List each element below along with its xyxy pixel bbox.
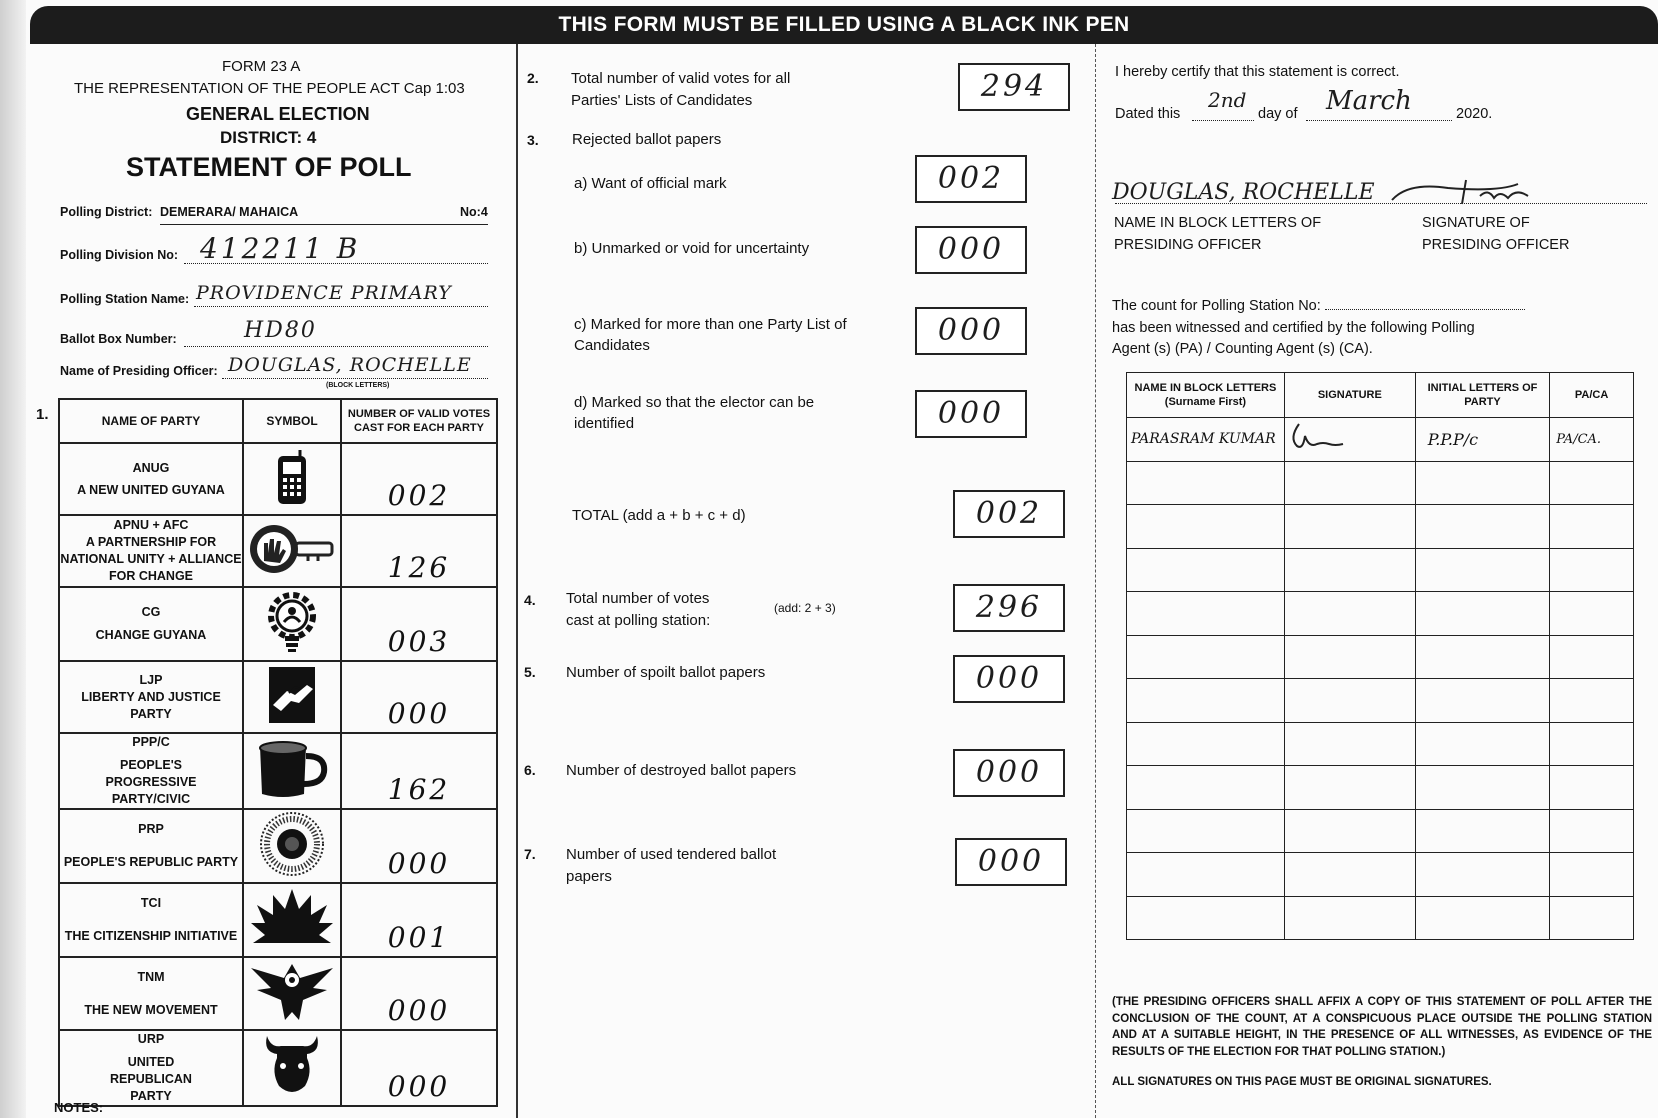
rejected-total-label: TOTAL (add a + b + c + d)	[572, 507, 746, 524]
caption-line: SIGNATURE OF	[1422, 215, 1530, 231]
label-line: identified	[574, 415, 635, 432]
section-number-5: 5.	[524, 664, 536, 680]
votes-value: 000	[341, 1030, 497, 1106]
count-line-3: Agent (s) (PA) / Counting Agent (s) (CA).	[1112, 341, 1373, 357]
party-full-name: THE CITIZENSHIP INITIATIVE	[64, 929, 238, 943]
cup-icon	[243, 733, 341, 809]
want-of-mark-label: a) Want of official mark	[574, 175, 727, 192]
table-row	[1127, 853, 1634, 897]
tendered-ballots-value: 000	[977, 844, 1045, 879]
signature-caption	[1422, 212, 1569, 256]
party-name-cell	[59, 809, 243, 883]
multiple-marks-box	[915, 307, 1027, 355]
want-of-mark-box	[915, 155, 1027, 203]
empty-cell	[1550, 635, 1634, 679]
party-name-cell	[59, 883, 243, 957]
empty-cell	[1284, 548, 1415, 592]
tendered-ballots-label	[566, 844, 776, 888]
empty-cell	[1284, 896, 1415, 940]
tendered-ballots-box	[955, 838, 1067, 886]
label-line: d) Marked so that the elector can be	[574, 394, 815, 411]
empty-cell	[1415, 635, 1550, 679]
empty-cell	[1127, 461, 1285, 505]
empty-cell	[1127, 679, 1285, 723]
empty-cell	[1550, 592, 1634, 636]
empty-cell	[1284, 592, 1415, 636]
polling-district-label: Polling District:	[60, 205, 153, 219]
caption-line: PRESIDING OFFICER	[1422, 237, 1570, 253]
section-number-4: 4.	[524, 592, 536, 608]
sun-icon	[243, 809, 341, 883]
polling-division-value: 412211 B	[200, 232, 361, 265]
empty-cell	[1127, 766, 1285, 810]
empty-cell	[1127, 809, 1285, 853]
table-row	[59, 733, 497, 809]
destroyed-ballots-label: Number of destroyed ballot papers	[566, 762, 797, 779]
party-full-name: UNITED REPUBLICAN PARTY	[110, 1055, 192, 1103]
empty-cell	[1127, 548, 1285, 592]
day-of-label: day of	[1258, 106, 1298, 122]
votes-value: 126	[341, 515, 497, 587]
rejected-ballots-label: Rejected ballot papers	[572, 131, 722, 148]
empty-cell	[1284, 635, 1415, 679]
destroyed-ballots-value: 000	[975, 755, 1043, 790]
votes-cast-formula: (add: 2 + 3)	[774, 601, 836, 615]
column-divider-right	[1095, 44, 1096, 1118]
valid-votes-value: 294	[980, 69, 1048, 104]
identified-label	[574, 392, 814, 434]
votes-value: 000	[341, 809, 497, 883]
empty-cell	[1550, 766, 1634, 810]
hand-and-key-icon	[243, 515, 341, 587]
valid-votes-box	[958, 63, 1070, 111]
section-number-3: 3.	[527, 132, 539, 148]
empty-cell	[1284, 853, 1415, 897]
label-line: Total number of valid votes for all	[571, 70, 791, 87]
empty-cell	[1284, 722, 1415, 766]
empty-cell	[1284, 679, 1415, 723]
multiple-marks-value: 000	[937, 313, 1005, 348]
table-row	[1127, 548, 1634, 592]
party-full-name: A PARTNERSHIP FOR NATIONAL UNITY + ALLIANCE FOR CHANGE	[60, 535, 242, 583]
votes-value: 000	[341, 661, 497, 733]
section-number-7: 7.	[524, 846, 536, 862]
empty-cell	[1550, 722, 1634, 766]
empty-cell	[1284, 505, 1415, 549]
ballot-box-label: Ballot Box Number:	[60, 332, 177, 346]
votes-value: 162	[341, 733, 497, 809]
station-dotted-line	[194, 306, 488, 307]
empty-cell	[1127, 722, 1285, 766]
party-full-name: A NEW UNITED GUYANA	[77, 482, 225, 497]
agent-party-header: INITIAL LETTERS OF PARTY	[1415, 373, 1550, 418]
empty-cell	[1284, 809, 1415, 853]
day-value: 2nd	[1208, 88, 1247, 112]
form-number: FORM 23 A	[222, 58, 301, 75]
label-line: cast at polling station:	[566, 612, 711, 629]
party-full-name: THE NEW MOVEMENT	[84, 1002, 218, 1017]
party-name-cell	[59, 587, 243, 661]
polling-station-label: Polling Station Name:	[60, 292, 190, 306]
table-row	[1127, 505, 1634, 549]
table-row	[1127, 766, 1634, 810]
lotus-icon	[243, 883, 341, 957]
empty-cell	[1415, 722, 1550, 766]
caption-line: PRESIDING OFFICER	[1114, 237, 1262, 253]
party-full-name: PEOPLE'S REPUBLIC PARTY	[63, 855, 239, 869]
table-row	[59, 883, 497, 957]
empty-cell	[1127, 635, 1285, 679]
party-name-cell	[59, 515, 243, 587]
empty-cell	[1550, 505, 1634, 549]
identified-value: 000	[937, 396, 1005, 431]
empty-cell	[1415, 679, 1550, 723]
agent-name: PARASRAM KUMAR	[1127, 418, 1285, 462]
party-name-cell	[59, 443, 243, 515]
ballot-box-value: HD80	[244, 318, 317, 343]
count-line-1: The count for Polling Station No:	[1112, 296, 1525, 318]
label-line: papers	[566, 868, 612, 885]
party-abbr: URP	[137, 1032, 165, 1046]
agent-party: P.P.P/c	[1415, 418, 1550, 462]
eagle-icon	[243, 957, 341, 1030]
empty-cell	[1550, 809, 1634, 853]
table-row	[1127, 635, 1634, 679]
caption-line: NAME IN BLOCK LETTERS OF	[1114, 215, 1322, 231]
table-row	[1127, 809, 1634, 853]
table-row	[1127, 418, 1634, 462]
section-number-6: 6.	[524, 762, 536, 778]
certify-text: I hereby certify that this statement is correct.	[1115, 64, 1400, 80]
empty-cell	[1415, 548, 1550, 592]
party-abbr: ANUG	[132, 460, 170, 475]
empty-cell	[1284, 766, 1415, 810]
spoilt-ballots-value: 000	[975, 661, 1043, 696]
unmarked-label: b) Unmarked or void for uncertainty	[574, 240, 810, 257]
agents-table	[1126, 372, 1634, 940]
district-title: DISTRICT: 4	[220, 128, 317, 147]
original-signatures-note: ALL SIGNATURES ON THIS PAGE MUST BE ORIGINAL SIGNATURES.	[1112, 1076, 1492, 1088]
month-value: March	[1326, 86, 1412, 116]
empty-cell	[1550, 853, 1634, 897]
party-full-name: CHANGE GUYANA	[95, 628, 207, 642]
presiding-officer-value: DOUGLAS, ROCHELLE	[228, 354, 472, 376]
table-row	[1127, 592, 1634, 636]
symbol-header: SYMBOL	[243, 399, 341, 443]
polling-station-value: PROVIDENCE PRIMARY	[196, 282, 452, 304]
party-abbr: TCI	[140, 896, 162, 910]
destroyed-ballots-box	[953, 749, 1065, 797]
table-header-row	[1127, 373, 1634, 418]
table-row	[59, 587, 497, 661]
spoilt-ballots-label: Number of spoilt ballot papers	[566, 664, 766, 681]
empty-cell	[1550, 679, 1634, 723]
empty-cell	[1415, 461, 1550, 505]
empty-cell	[1127, 853, 1285, 897]
day-dotted-line	[1192, 120, 1254, 121]
table-row	[1127, 679, 1634, 723]
party-abbr: PRP	[138, 822, 164, 836]
votes-header: NUMBER OF VALID VOTES CAST FOR EACH PARTY	[341, 399, 497, 443]
party-abbr: APNU + AFC	[113, 518, 189, 532]
empty-cell	[1127, 592, 1285, 636]
multiple-marks-label	[574, 314, 847, 356]
empty-cell	[1550, 461, 1634, 505]
empty-cell	[1415, 809, 1550, 853]
act-title: THE REPRESENTATION OF THE PEOPLE ACT Cap 1:03	[74, 80, 465, 97]
rejected-total-value: 002	[975, 496, 1043, 531]
party-name-header: NAME OF PARTY	[59, 399, 243, 443]
polling-division-label: Polling Division No:	[60, 248, 179, 262]
empty-cell	[1550, 548, 1634, 592]
officer-name-handwritten: DOUGLAS, ROCHELLE	[1112, 180, 1375, 205]
block-letters-note: (BLOCK LETTERS)	[326, 382, 390, 389]
empty-cell	[1415, 853, 1550, 897]
empty-cell	[1415, 505, 1550, 549]
label-line: c) Marked for more than one Party List of	[574, 316, 847, 333]
votes-cast-label	[566, 588, 710, 632]
month-dotted-line	[1306, 120, 1452, 121]
witness-statement	[1112, 296, 1525, 361]
count-line-2: has been witnessed and certified by the following Polling	[1112, 319, 1475, 336]
label-line: Candidates	[574, 337, 650, 354]
agent-signature	[1284, 418, 1415, 462]
presiding-officer-signature	[1388, 174, 1548, 213]
name-caption	[1114, 212, 1321, 256]
agent-name-header: NAME IN BLOCK LETTERS (Surname First)	[1127, 373, 1285, 418]
valid-votes-label	[571, 68, 790, 112]
party-name-cell	[59, 661, 243, 733]
spoilt-ballots-box	[953, 655, 1065, 703]
empty-cell	[1415, 896, 1550, 940]
page-title: STATEMENT OF POLL	[126, 152, 412, 182]
notes-label: NOTES:	[54, 1100, 104, 1115]
label-line: Parties' Lists of Candidates	[571, 92, 753, 109]
unmarked-box	[915, 226, 1027, 274]
empty-cell	[1127, 505, 1285, 549]
party-abbr: TNM	[137, 969, 165, 984]
agent-role-header: PA/CA	[1550, 373, 1634, 418]
polling-district-number: No:4	[460, 205, 488, 219]
label-line: Number of used tendered ballot	[566, 846, 777, 863]
party-votes-table	[58, 398, 498, 1107]
agent-signature-header: SIGNATURE	[1284, 373, 1415, 418]
table-row	[1127, 722, 1634, 766]
election-title: GENERAL ELECTION	[186, 104, 370, 124]
votes-value: 000	[341, 957, 497, 1030]
party-full-name: LIBERTY AND JUSTICE PARTY	[81, 689, 221, 721]
mobile-phone-icon	[243, 443, 341, 515]
empty-cell	[1550, 896, 1634, 940]
table-row	[59, 809, 497, 883]
want-of-mark-value: 002	[937, 161, 1005, 196]
polling-district-value: DEMERARA/ MAHAICA	[160, 205, 299, 219]
presiding-officer-label: Name of Presiding Officer:	[60, 364, 218, 378]
party-name-cell	[59, 733, 243, 809]
column-divider-left	[516, 44, 518, 1118]
rejected-total-box	[953, 490, 1065, 538]
unmarked-value: 000	[937, 232, 1005, 267]
table-row	[1127, 461, 1634, 505]
party-abbr: PPP/C	[132, 735, 170, 749]
votes-value: 003	[341, 587, 497, 661]
party-abbr: CG	[141, 605, 161, 619]
district-underline	[160, 224, 488, 225]
ink-instruction-banner: THIS FORM MUST BE FILLED USING A BLACK INK PEN	[30, 6, 1658, 44]
empty-cell	[1415, 592, 1550, 636]
agent-role: PA/CA.	[1550, 418, 1634, 462]
votes-cast-value: 296	[975, 590, 1043, 625]
table-row	[59, 1030, 497, 1106]
lightbulb-gear-icon	[243, 587, 341, 661]
empty-cell	[1415, 766, 1550, 810]
table-row	[1127, 896, 1634, 940]
empty-cell	[1127, 896, 1285, 940]
label-line: Total number of votes	[566, 590, 710, 607]
bull-icon	[243, 1030, 341, 1106]
dated-label: Dated this	[1115, 106, 1181, 122]
votes-cast-box	[953, 584, 1065, 632]
table-row	[59, 661, 497, 733]
party-abbr: LJP	[139, 672, 163, 687]
year-text: 2020.	[1456, 106, 1493, 122]
presiding-dotted-line	[222, 378, 488, 379]
party-name-cell	[59, 1030, 243, 1106]
table-header-row	[59, 399, 497, 443]
table-row	[59, 957, 497, 1030]
votes-value: 001	[341, 883, 497, 957]
ballot-box-dotted-line	[184, 346, 488, 347]
section-number-2: 2.	[527, 70, 539, 86]
table-row	[59, 515, 497, 587]
empty-cell	[1284, 461, 1415, 505]
paper-edge	[0, 0, 26, 1118]
identified-box	[915, 390, 1027, 438]
party-full-name: PEOPLE'S PROGRESSIVE PARTY/CIVIC	[105, 758, 197, 806]
handshake-icon	[243, 661, 341, 733]
party-name-cell	[59, 957, 243, 1030]
affix-notice: (THE PRESIDING OFFICERS SHALL AFFIX A COPY OF THIS STATEMENT OF POLL AFTER THE CONCLUSION OF THE COUNT, AT A CONSPICUOUS PLACE OUTSIDE THE POLLING STATION AND AT A SUITABLE HEIGHT, IN THE PRESENCE OF ALL WITNESSES, AS EVIDENCE OF THE RESULTS OF THE ELECTION FOR THAT POLLING STATION.)	[1112, 996, 1652, 1058]
votes-value: 002	[341, 443, 497, 515]
table-row	[59, 443, 497, 515]
section-number-1: 1.	[36, 406, 49, 423]
